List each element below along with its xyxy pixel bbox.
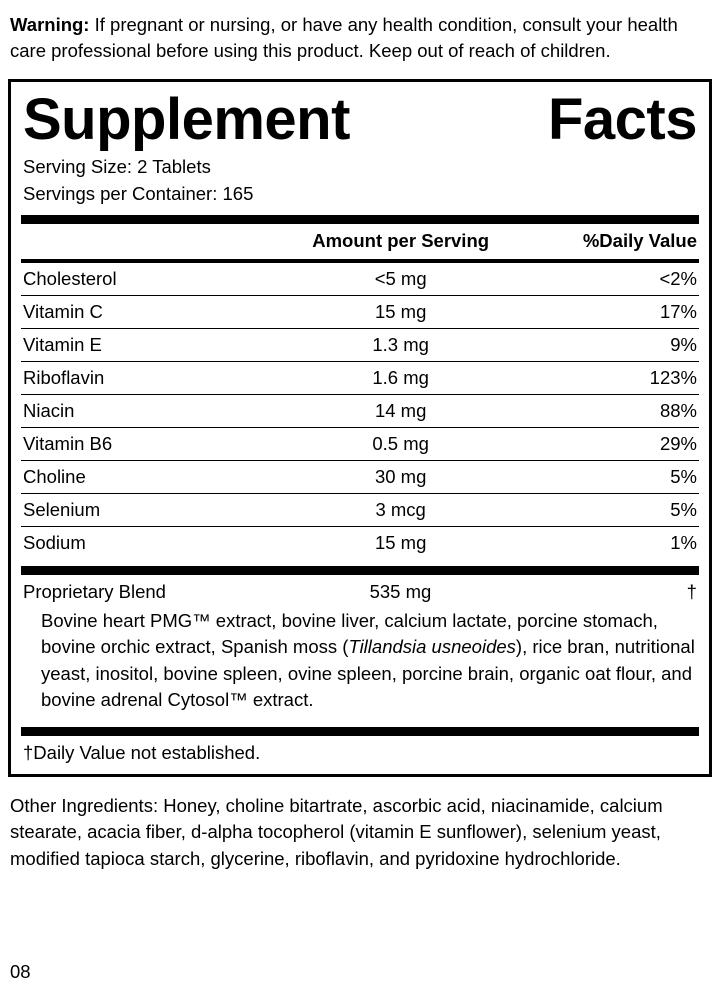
nutrient-amount: 0.5 mg: [279, 428, 523, 461]
nutrient-amount: 1.6 mg: [279, 362, 523, 395]
title-word-facts: Facts: [547, 86, 697, 152]
nutrient-amount: 15 mg: [374, 532, 427, 554]
blend-name: Proprietary Blend: [23, 581, 166, 603]
table-row: [21, 362, 699, 395]
blend-description: [21, 605, 699, 720]
divider-thick-top: [21, 215, 699, 224]
warning-label: Warning:: [10, 14, 90, 35]
table-row: [21, 296, 699, 329]
table-row: [21, 395, 699, 428]
page-number: 08: [10, 961, 31, 982]
nutrient-dv: 1%: [670, 532, 697, 554]
nutrient-dv: 9%: [523, 329, 699, 362]
proprietary-blend-row: [21, 575, 699, 605]
nutrient-dv: 5%: [523, 461, 699, 494]
nutrient-amount: 30 mg: [279, 461, 523, 494]
serving-size: Serving Size: 2 Tablets: [23, 156, 211, 178]
nutrient-name: Choline: [21, 461, 279, 494]
nutrition-table: [21, 224, 699, 259]
blend-description-italic: Tillandsia usneoides: [348, 636, 516, 658]
nutrient-amount: 15 mg: [279, 296, 523, 329]
divider-below-blend: [21, 727, 699, 736]
servings-per-container: Servings per Container: 165: [23, 183, 254, 205]
header-nutrient: [21, 224, 279, 259]
nutrient-dv: 17%: [523, 296, 699, 329]
daily-value-footnote: †Daily Value not established.: [23, 742, 261, 764]
nutrient-dv: 88%: [523, 395, 699, 428]
title-word-supplement: Supplement: [23, 86, 350, 152]
nutrient-name: Niacin: [21, 395, 279, 428]
nutrient-rows-table: [21, 263, 699, 559]
nutrient-amount: 1.3 mg: [279, 329, 523, 362]
blend-amount: 535 mg: [369, 581, 432, 603]
nutrient-name: Riboflavin: [21, 362, 279, 395]
table-row: [21, 263, 699, 296]
table-header-row: [21, 224, 699, 259]
header-amount-per-serving: Amount per Serving: [312, 230, 490, 252]
table-row: [21, 494, 699, 527]
warning-text: [10, 12, 710, 65]
nutrient-amount: 3 mcg: [279, 494, 523, 527]
nutrient-name: Vitamin C: [21, 296, 279, 329]
table-row: [21, 527, 699, 560]
table-row: [21, 461, 699, 494]
blend-dv: †: [686, 581, 697, 603]
table-row: [21, 428, 699, 461]
supplement-facts-title: [21, 88, 699, 155]
header-daily-value: %Daily Value: [582, 230, 697, 252]
supplement-facts-panel: [8, 79, 712, 778]
nutrient-dv: <2%: [523, 263, 699, 296]
nutrient-name: Vitamin B6: [21, 428, 279, 461]
nutrient-dv: 5%: [523, 494, 699, 527]
blend-description-part1: Bovine heart PMG™ extract, bovine liver, calcium lactate, porcine stomach, bovine orchic extract, Spanish moss (: [41, 610, 658, 658]
other-ingredients: Other Ingredients: Honey, choline bitartrate, ascorbic acid, niacinamide, calcium stearate, acacia fiber, d-alpha tocopherol (vitamin E sunflower), selenium yeast, modified tapioca starch, glycerine, riboflavin, and pyridoxine hydrochloride.: [10, 795, 663, 869]
nutrient-amount: 14 mg: [279, 395, 523, 428]
nutrient-amount: <5 mg: [279, 263, 523, 296]
warning-body: If pregnant or nursing, or have any health condition, consult your health care professional before using this product. Keep out of reach of children.: [10, 14, 678, 62]
divider-above-blend: [21, 566, 699, 575]
nutrient-name: Cholesterol: [21, 263, 279, 296]
blend-description-part2: ), rice bran, nutritional yeast, inositol, bovine spleen, ovine spleen, porcine brain, organic oat flour, and bovine adrenal Cytosol™ extract.: [41, 636, 695, 710]
nutrient-name: Vitamin E: [21, 329, 279, 362]
nutrient-name: Sodium: [23, 532, 86, 554]
nutrient-name: Selenium: [21, 494, 279, 527]
table-row: [21, 329, 699, 362]
nutrient-dv: 29%: [523, 428, 699, 461]
nutrient-dv: 123%: [523, 362, 699, 395]
